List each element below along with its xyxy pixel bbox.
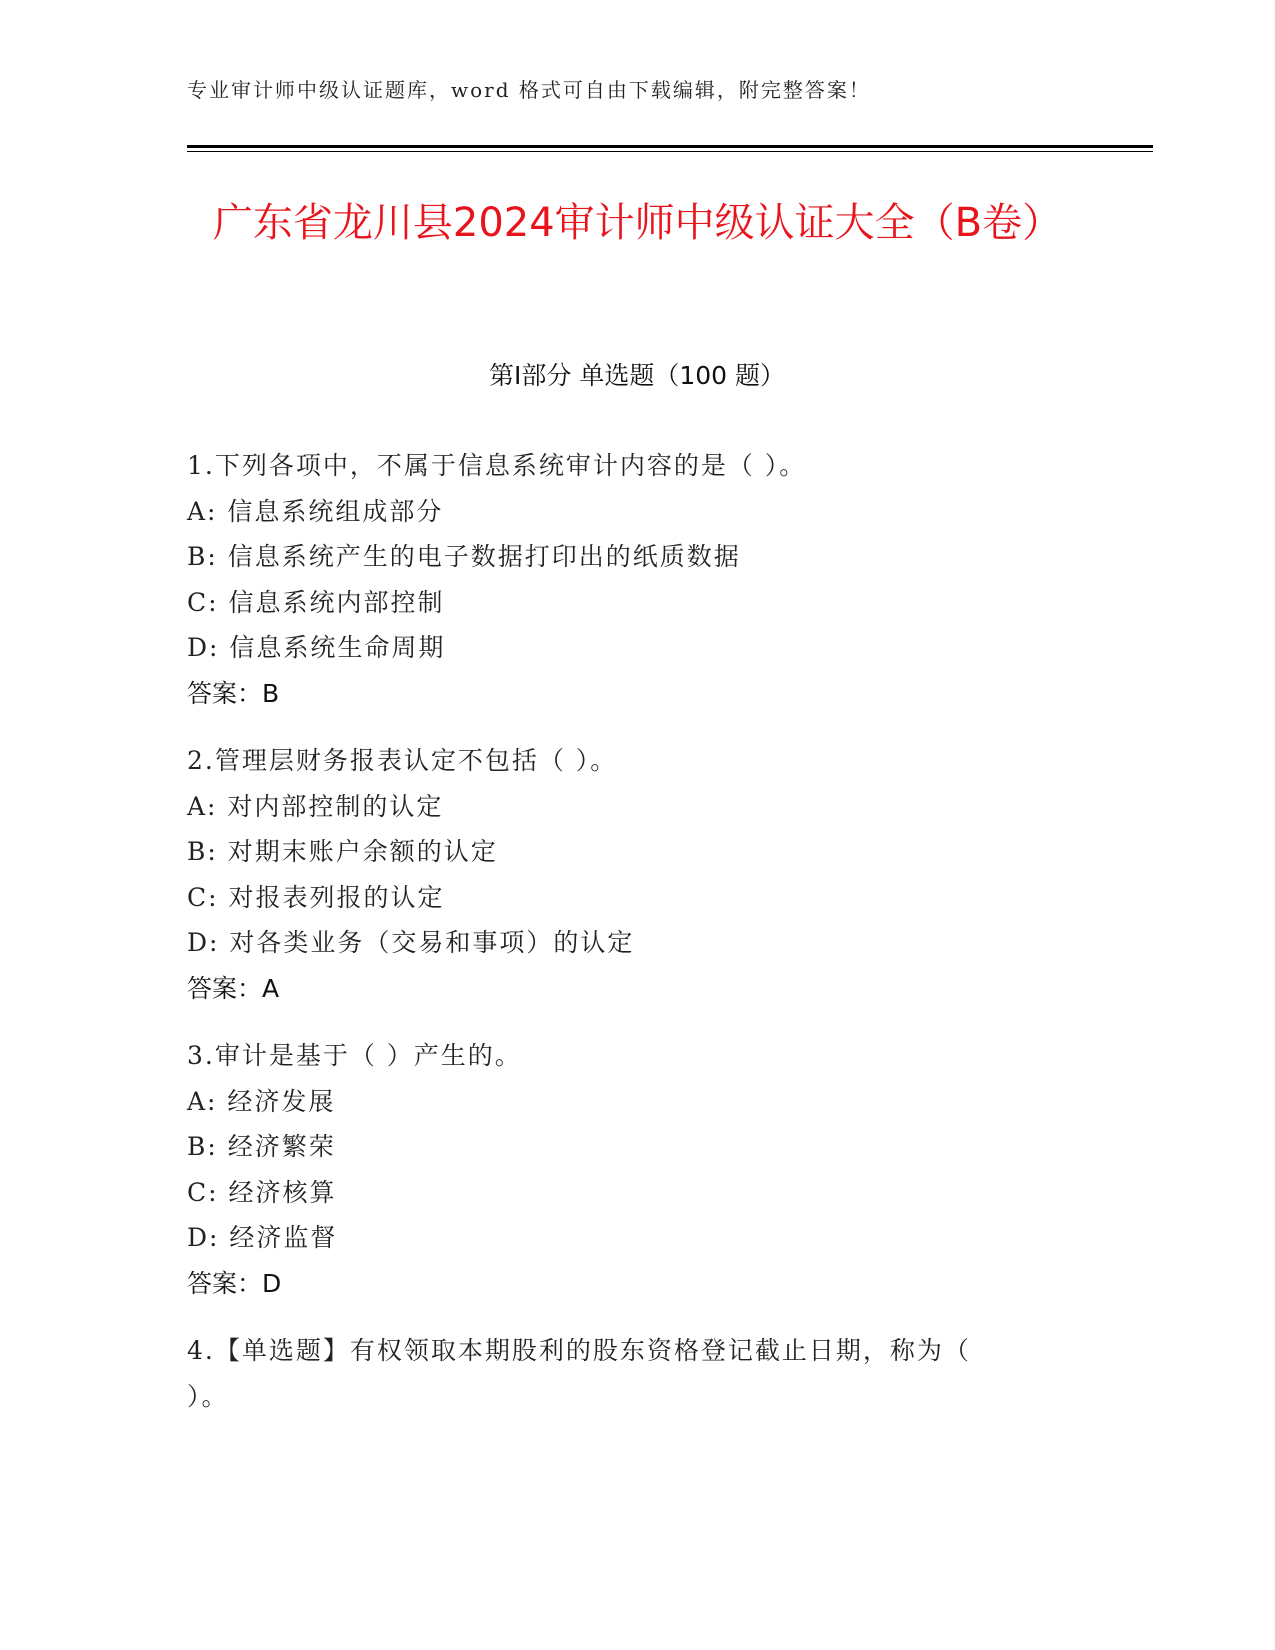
- option-c: C: 经济核算: [187, 1177, 337, 1207]
- question-stem: 1.下列各项中，不属于信息系统审计内容的是（ ）。: [187, 451, 807, 480]
- question-stem: 4.【单选题】有权领取本期股利的股东资格登记截止日期，称为（ ）。: [187, 1336, 971, 1411]
- document-title: 广东省龙川县2024审计师中级认证大全（B卷）: [212, 200, 1063, 246]
- question-list: [187, 443, 1087, 1441]
- option-a: A: 对内部控制的认定: [187, 791, 444, 821]
- question-4: [187, 1328, 1087, 1419]
- header-note: 专业审计师中级认证题库，word 格式可自由下载编辑，附完整答案！: [187, 78, 871, 102]
- question-stem: 3.审计是基于（ ）产生的。: [187, 1041, 522, 1070]
- question-3: [187, 1033, 1087, 1306]
- option-c: C: 对报表列报的认定: [187, 882, 445, 912]
- answer: 答案：A: [187, 973, 280, 1003]
- option-d: D: 经济监督: [187, 1223, 338, 1252]
- option-c: C: 信息系统内部控制: [187, 587, 445, 617]
- answer: 答案：B: [187, 678, 280, 708]
- option-b: B: 经济繁荣: [187, 1132, 336, 1161]
- option-d: D: 对各类业务（交易和事项）的认定: [187, 928, 635, 957]
- question-2: [187, 738, 1087, 1011]
- option-a: A: 信息系统组成部分: [187, 496, 444, 526]
- option-a: A: 经济发展: [187, 1086, 336, 1116]
- option-b: B: 信息系统产生的电子数据打印出的纸质数据: [187, 542, 741, 571]
- section-heading: 第Ⅰ部分 单选题（100 题）: [489, 361, 785, 390]
- question-stem: 2.管理层财务报表认定不包括（ ）。: [187, 746, 618, 775]
- option-b: B: 对期末账户余额的认定: [187, 837, 498, 866]
- answer: 答案：D: [187, 1268, 282, 1298]
- header-rule-thick: [187, 145, 1153, 148]
- question-1: [187, 443, 1087, 716]
- header-rule-thin: [187, 151, 1153, 152]
- option-d: D: 信息系统生命周期: [187, 633, 446, 662]
